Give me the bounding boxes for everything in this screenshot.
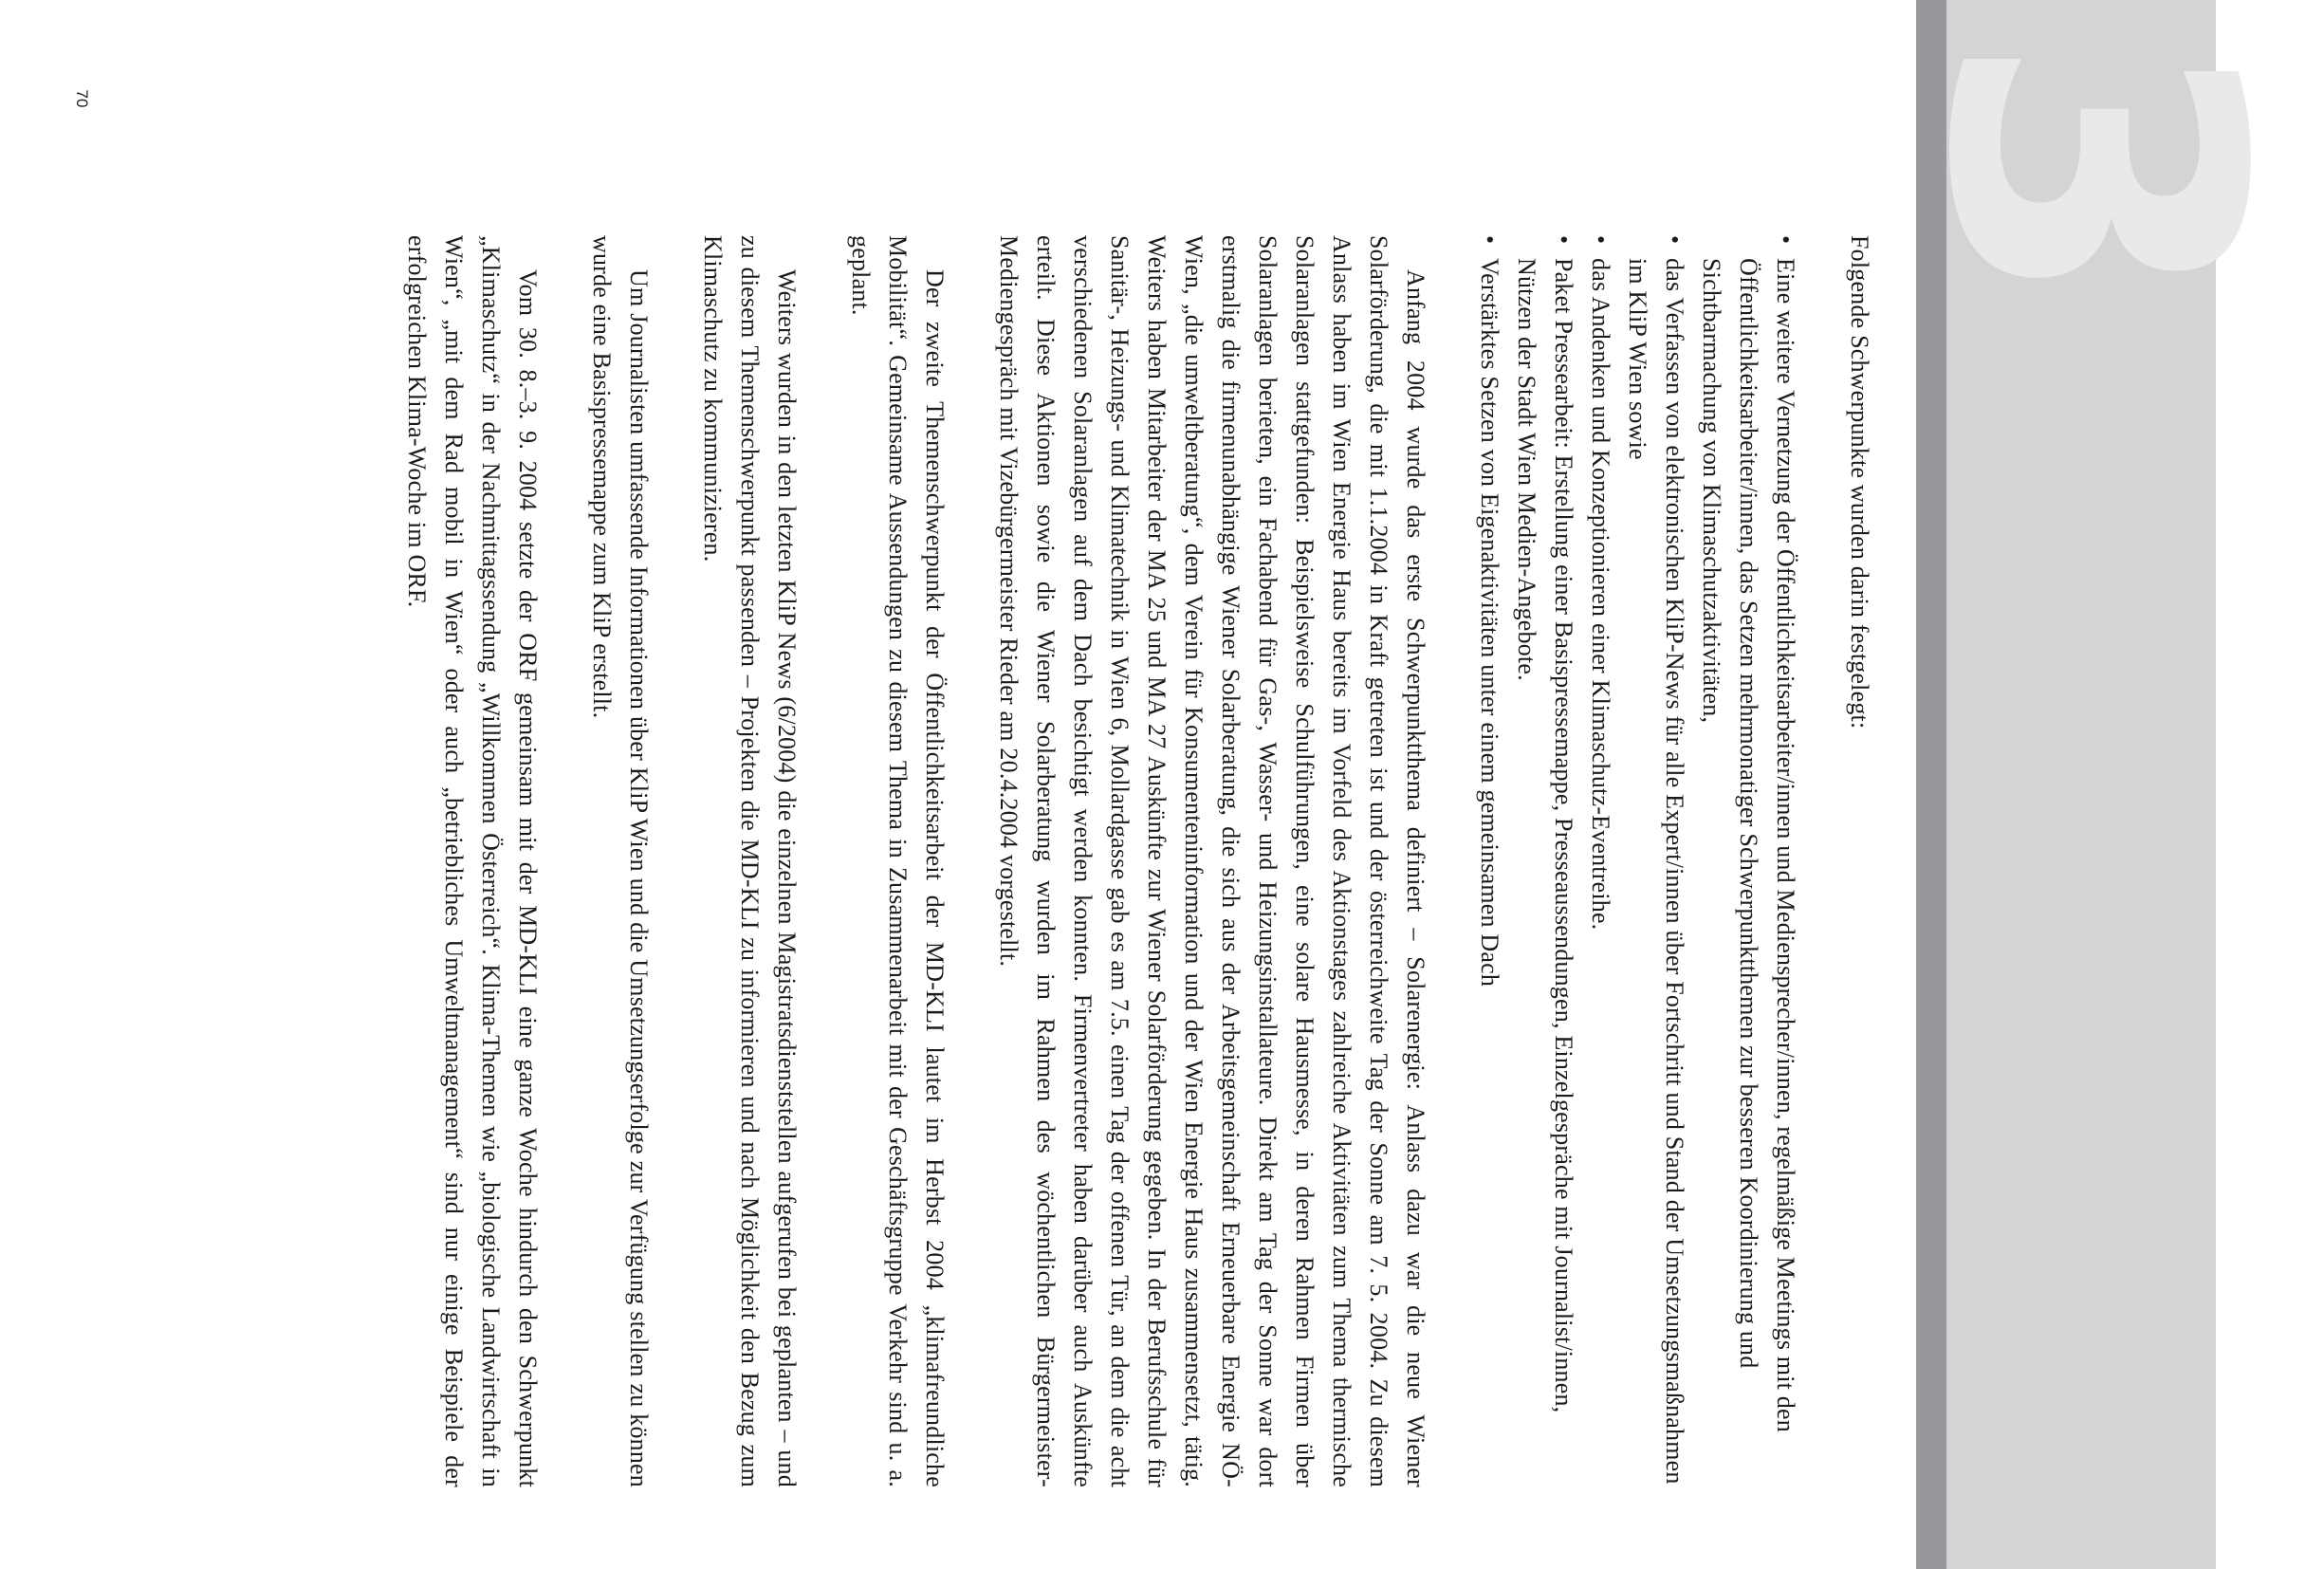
bullet-icon: • [1661,235,1688,245]
paragraph-orf-week: Vom 30. 8.–3. 9. 2004 setzte der ORF gemeinsam mit der MD-KLI eine ganze Woche hindurch den Schwerpunkt „Klimaschutz“ in der Nachmittagssendung „Willkommen Österreich“. Klima-Themen wie „biologische Landwirtschaft in Wien“, „mit dem Rad mobil in Wien“ oder auch „betriebliches Umweltmanagement“ sind nur einige Beispiele der erfolgreichen Klima-Woche im ORF. [403,235,542,1487]
bullet-icon: • [1476,235,1503,245]
chapter-number: 3 [1860,31,2324,310]
bullet-item [1693,235,1804,1487]
bullet-icon: • [1772,235,1799,245]
intro-text: Folgende Schwerpunkte wurden darin festgelegt: [1846,235,1873,729]
page-number: 70 [73,89,91,108]
page-content [171,235,1878,1487]
bullet-text: Eine weitere Vernetzung der Öffentlichkeitsarbeiter/innen und Mediensprecher/innen, regelmäßige Meetings mit den Öffentlichkeitsarbeiter/innen, das Setzen mehrmonatiger Schwerpunktthemen zur besseren Koordinierung und Sichtbarmachung von Klimaschutzaktivitäten, [1698,258,1799,1432]
bullet-icon: • [1550,235,1577,245]
bullet-text: das Andenken und Konzeptionieren einer Klimaschutz-Eventreihe. [1587,258,1614,931]
paragraph-mobility: Der zweite Themenschwerpunkt der Öffentlichkeitsarbeit der MD-KLI lautet im Herbst 2004 „klimafreundliche Mobilität“. Gemeinsame Aussendungen zu diesem Thema in Zusammenarbeit mit der Geschäftsgruppe Verkehr sind u. a. geplant. [847,235,949,1487]
bullet-item [1471,235,1508,1487]
paragraph-press-kit: Um Journalisten umfassende Informationen über KliP Wien und die Umsetzungserfolge zur Verfügung stellen zu können wurde eine Basispressemappe zum KliP erstellt. [588,235,653,1487]
paragraph-klip-news: Weiters wurden in den letzten KliP News (6/2004) die einzelnen Magistratsdienststellen aufgerufen bei geplanten – und zu diesem Themenschwerpunkt passenden – Projekten die MD-KLI zu informieren und nach Möglichkeit den Bezug zum Klimaschutz zu kommunizieren. [699,235,801,1487]
bullet-item [1508,235,1582,1487]
bullet-text: das Verfassen von elektronischen KliP-News für alle Expert/innen über Fortschritt und Stand der Umsetzungsmaßnahmen im KliP Wien sowie [1624,258,1688,1485]
bullet-icon: • [1587,235,1614,245]
paragraph-solar: Anfang 2004 wurde das erste Schwerpunktthema definiert – Solarenergie: Anlass dazu war die neue Wiener Solarförderung, die mit 1.1.2004 in Kraft getreten ist und der österreichweite Tag der Sonne am 7. 5. 2004. Zu diesem Anlass haben im Wien Energie Haus bereits im Vorfeld des Aktionstages zahlreiche Aktivitäten zum Thema thermische Solaranlagen stattgefunden: Beispielsweise Schulführungen, eine solare Hausmesse, in deren Rahmen Firmen über Solaranlagen berieten, ein Fachabend für Gas-, Wasser- und Heizungsinstallateure. Direkt am Tag der Sonne war dort erstmalig die firmenunabhängige Wiener Solarberatung, die sich aus der Arbeitsgemeinschaft Erneuerbare Energie NÖ-Wien, „die umweltberatung“, dem Verein für Konsumenteninformation und der Wien Energie Haus zusammensetzt, tätig. Weiters haben Mitarbeiter der MA 25 und MA 27 Auskünfte zur Wiener Solarförderung gegeben. In der Berufsschule für Sanitär-, Heizungs- und Klimatechnik in Wien 6, Mollardgasse gab es am 7.5. einen Tag der offenen Tür, an dem die acht verschiedenen Solaranlagen auf dem Dach besichtigt werden konnten. Firmenvertreter haben darüber auch Auskünfte erteilt. Diese Aktionen sowie die Wiener Solarberatung wurden im Rahmen des wöchentlichen Bürgermeister-Mediengespräch mit Vizebürgermeister Rieder am 20.4.2004 vorgestellt. [995,235,1429,1487]
bullet-item [1582,235,1619,1487]
bullet-list [1471,235,1804,1487]
bullet-text: Paket Pressearbeit: Erstellung einer Basispressemappe, Presseaussendungen, Einzelgespräche mit Journalist/innen, Nützen der Stadt Wien Medien-Angebote. [1513,258,1577,1413]
bullet-text: Verstärktes Setzen von Eigenaktivitäten unter einem gemeinsamen Dach [1476,258,1503,988]
bullet-item [1619,235,1693,1487]
